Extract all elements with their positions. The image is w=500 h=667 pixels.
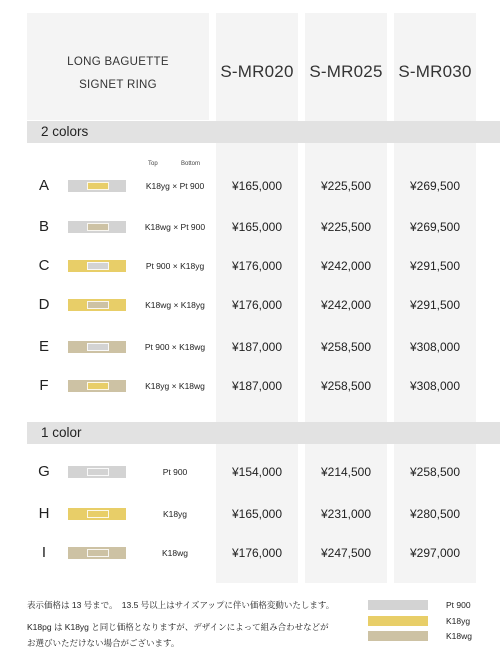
baguette-band — [87, 549, 109, 557]
legend-swatch — [368, 616, 428, 626]
legend-swatch — [368, 631, 428, 641]
metal-combination: K18yg × K18wg — [145, 381, 205, 391]
baguette-band — [87, 301, 109, 309]
price-s-mr020: ¥165,000 — [231, 220, 283, 234]
baguette-band — [87, 468, 109, 476]
price-s-mr030: ¥308,000 — [409, 340, 461, 354]
price-s-mr030: ¥297,000 — [409, 546, 461, 560]
model-header-2: S-MR025 — [309, 62, 383, 81]
price-s-mr020: ¥154,000 — [231, 465, 283, 479]
ring-swatch — [68, 380, 126, 392]
section-label: 2 colors — [41, 124, 89, 139]
baguette-band — [87, 510, 109, 518]
row-letter: H — [38, 505, 50, 522]
price-s-mr020: ¥187,000 — [231, 379, 283, 393]
ring-swatch — [68, 221, 126, 233]
price-s-mr025: ¥242,000 — [320, 298, 372, 312]
price-s-mr025: ¥247,500 — [320, 546, 372, 560]
ring-swatch — [68, 180, 126, 192]
model-header-1: S-MR020 — [220, 62, 294, 81]
top-label: Top — [148, 161, 158, 167]
price-s-mr030: ¥269,500 — [409, 220, 461, 234]
metal-combination: Pt 900 × K18yg — [145, 261, 205, 271]
model-header-3: S-MR030 — [398, 62, 472, 81]
metal-combination: Pt 900 × K18wg — [144, 342, 206, 352]
metal-combination: K18wg × K18yg — [145, 300, 205, 310]
row-letter: B — [38, 218, 49, 235]
ring-swatch — [68, 299, 126, 311]
note-k18pg: K18pg は K18yg と同じ価格となりますが、デザインによって組み合わせなどが — [27, 622, 329, 632]
price-s-mr025: ¥258,500 — [320, 340, 372, 354]
ring-swatch — [68, 341, 126, 353]
baguette-band — [87, 262, 109, 270]
price-s-mr020: ¥176,000 — [231, 546, 283, 560]
baguette-band — [87, 223, 109, 231]
legend-label: K18yg — [446, 616, 471, 626]
price-s-mr030: ¥291,500 — [409, 259, 461, 273]
metal-combination: K18wg — [162, 548, 188, 558]
note-k18pg-cont: お選びいただけない場合がございます。 — [27, 638, 180, 648]
price-s-mr025: ¥242,000 — [320, 259, 372, 273]
product-title-line1: LONG BAGUETTE — [67, 56, 169, 68]
price-s-mr025: ¥214,500 — [320, 465, 372, 479]
baguette-band — [87, 382, 109, 390]
price-s-mr020: ¥176,000 — [231, 259, 283, 273]
price-s-mr030: ¥269,500 — [409, 179, 461, 193]
row-letter: A — [38, 177, 49, 194]
row-letter: C — [38, 257, 50, 274]
price-s-mr020: ¥165,000 — [231, 179, 283, 193]
row-letter: G — [38, 463, 50, 480]
price-s-mr020: ¥176,000 — [231, 298, 283, 312]
price-s-mr025: ¥231,000 — [320, 507, 372, 521]
price-s-mr030: ¥308,000 — [409, 379, 461, 393]
legend-label: K18wg — [446, 631, 472, 641]
baguette-band — [87, 182, 109, 190]
price-s-mr030: ¥258,500 — [409, 465, 461, 479]
legend-label: Pt 900 — [446, 600, 471, 610]
row-letter: I — [41, 544, 47, 561]
legend-swatch — [368, 600, 428, 610]
ring-swatch — [68, 508, 126, 520]
metal-combination: K18yg — [162, 509, 188, 519]
price-s-mr020: ¥165,000 — [231, 507, 283, 521]
product-title-line2: SIGNET RING — [79, 79, 157, 91]
row-letter: E — [38, 338, 49, 355]
ring-swatch — [68, 466, 126, 478]
price-s-mr020: ¥187,000 — [231, 340, 283, 354]
note-size: 表示価格は 13 号まで。 13.5 号以上はサイズアップに伴い価格変動いたします。 — [27, 600, 335, 610]
bottom-label: Bottom — [181, 161, 201, 167]
metal-combination: K18wg × Pt 900 — [144, 222, 206, 232]
price-s-mr025: ¥258,500 — [320, 379, 372, 393]
price-s-mr025: ¥225,500 — [320, 179, 372, 193]
section-header-two-colors — [27, 121, 500, 143]
ring-swatch — [68, 260, 126, 272]
price-s-mr030: ¥291,500 — [409, 298, 461, 312]
row-letter: D — [38, 296, 50, 313]
metal-combination: K18yg × Pt 900 — [145, 181, 205, 191]
section-label: 1 color — [41, 425, 82, 440]
baguette-band — [87, 343, 109, 351]
ring-swatch — [68, 547, 126, 559]
price-s-mr025: ¥225,500 — [320, 220, 372, 234]
section-header-one-color — [27, 422, 500, 444]
metal-combination: Pt 900 — [162, 467, 188, 477]
price-s-mr030: ¥280,500 — [409, 507, 461, 521]
row-letter: F — [39, 377, 49, 394]
